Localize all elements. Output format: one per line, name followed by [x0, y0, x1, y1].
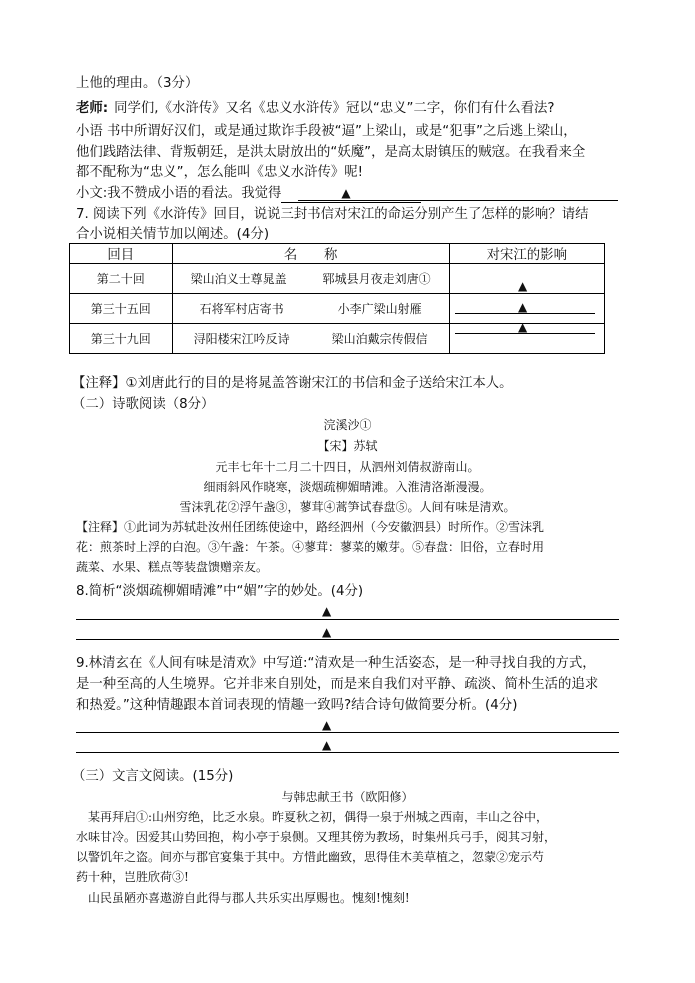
q8-answer-line-2[interactable] — [76, 639, 619, 640]
q9-marker-2: ▲ — [322, 738, 332, 752]
row-chapter: 第三十五回 — [70, 294, 173, 324]
q8-answer-line-1[interactable] — [76, 619, 619, 620]
xiaoyu-line-3: 都不配称为“忠义”，怎么能叫《忠义水浒传》呢! — [76, 165, 364, 180]
row-title-a: 浔阳楼宋江吟反诗 — [193, 332, 290, 346]
poem-title: 浣溪沙① — [323, 418, 372, 432]
q7-line-1: 7. 阅读下列《水浒传》回目，说说三封书信对宋江的命运分别产生了怎样的影响？请结 — [76, 207, 589, 222]
q9-line-2: 是一种至高的人生境界。它并非来自别处，而是来自我们对平静、疏淡、简朴生活的追求 — [76, 677, 599, 692]
header-effect: 对宋江的影响 — [449, 244, 604, 264]
poem-preface: 元丰七年十二月二十四日，从泗州刘倩叔游南山。 — [215, 460, 480, 474]
teacher-line — [76, 99, 555, 118]
q8-marker-1: ▲ — [322, 604, 332, 618]
prose-line-2: 水味甘冷。因爱其山势回抱，构小亭于泉侧。又理其傍为教场，时集州兵弓手，阅其习射， — [76, 830, 557, 844]
prose-line-5: 山民虽陋亦喜遨游自此得与郡人共乐实出厚赐也。愧刻!愧刻! — [88, 891, 410, 905]
poem-line-1: 细雨斜风作晓寒，淡烟疏柳媚晴滩。入淮清洛渐漫漫。 — [203, 480, 492, 494]
poem-note-2: 花：煎茶时上浮的白泡。③午盏：午茶。④蓼茸：蓼菜的嫩芽。⑤春盘：旧俗，立春时用 — [76, 540, 545, 554]
effect-marker-1: ▲ — [518, 279, 528, 293]
row-title-a: 梁山泊义士尊晁盖 — [190, 272, 287, 286]
xiaoyu-line-1: 小语 书中所谓好汉们，或是通过欺诈手段被“逼”上梁山，或是“犯事”之后逃上梁山， — [76, 124, 577, 139]
q9-answer-line-1[interactable] — [76, 732, 619, 733]
q7-table — [69, 243, 605, 354]
row-title-a: 石将军村店寄书 — [199, 302, 284, 316]
row-title-b: 小李广梁山射雁 — [337, 302, 422, 316]
prose-line-1: 某再拜启①:山州穷绝，比乏水泉。昨夏秋之初，偶得一泉于州城之西南，丰山之谷中， — [88, 810, 549, 824]
xiaowen-text: 小文:我不赞成小语的看法。我觉得 — [76, 186, 282, 201]
row-chapter: 第三十九回 — [70, 324, 173, 354]
header-title: 名 称 — [172, 244, 449, 264]
effect-line-1[interactable] — [455, 293, 595, 294]
xiaowen-answer-line[interactable] — [298, 200, 618, 201]
xiaoyu-line-2: 他们践踏法律、背叛朝廷，是洪太尉放出的“妖魔”，是高太尉镇压的贼寇。在我看来全 — [76, 145, 586, 160]
poem-note-3: 蔬菜、水果、糕点等装盘馈赠亲友。 — [76, 560, 269, 574]
header-chapter: 回目 — [70, 244, 173, 264]
poem-note-1: 【注释】①此词为苏轼赴汝州任团练使途中，路经泗州（今安徽泗县）时所作。②雪沫乳 — [76, 520, 545, 534]
q9-marker-1: ▲ — [322, 718, 332, 732]
prose-line-3: 以警饥年之盗。间亦与郡官宴集于其中。方惜此幽致，思得佳木美草植之，忽蒙②宠示芍 — [76, 850, 545, 864]
prose-title: 与韩忠献王书（欧阳修） — [281, 790, 414, 804]
poem-section-title: （二）诗歌阅读（8分） — [72, 397, 215, 412]
teacher-text: 同学们,《水浒传》又名《忠义水浒传》冠以“忠义”二字，你们有什么看法? — [114, 101, 555, 116]
q9-line-1: 9.林清玄在《人间有味是清欢》中写道:“清欢是一种生活姿态，是一种寻找自我的方式， — [76, 656, 596, 671]
effect-marker-3: ▲ — [518, 320, 528, 334]
table-note: 【注释】①刘唐此行的目的是将晁盖答谢宋江的书信和金子送给宋江本人。 — [72, 376, 513, 391]
prose-section-title: （三）文言文阅读。(15分) — [72, 769, 234, 784]
effect-marker-2: ▲ — [518, 300, 528, 314]
row-title-b: 郓城县月夜走刘唐① — [322, 272, 431, 286]
poem-line-2: 雪沫乳花②浮午盏③，蓼茸④蒿笋试春盘⑤。人间有味是清欢。 — [179, 500, 516, 514]
q9-line-3: 和热爱。”这种情趣跟本首词表现的情趣一致吗?结合诗句做简要分析。(4分) — [76, 698, 518, 713]
q7-line-2: 合小说相关情节加以阐述。(4分) — [76, 227, 270, 242]
q6-tail: 上他的理由。（3分） — [76, 76, 199, 91]
row-chapter: 第二十回 — [70, 264, 173, 294]
q8-text: 8.简析“淡烟疏柳媚晴滩”中“媚”字的妙处。(4分) — [76, 584, 364, 599]
answer-marker: ▲ — [341, 186, 351, 200]
q8-marker-2: ▲ — [322, 625, 332, 639]
poem-author: 【宋】苏轼 — [317, 439, 378, 453]
prose-line-4: 药十种，岂胜欣荷③! — [76, 870, 189, 884]
row-title-b: 梁山泊戴宗传假信 — [331, 332, 428, 346]
teacher-label: 老师: — [76, 101, 109, 116]
q9-answer-line-2[interactable] — [76, 752, 619, 753]
